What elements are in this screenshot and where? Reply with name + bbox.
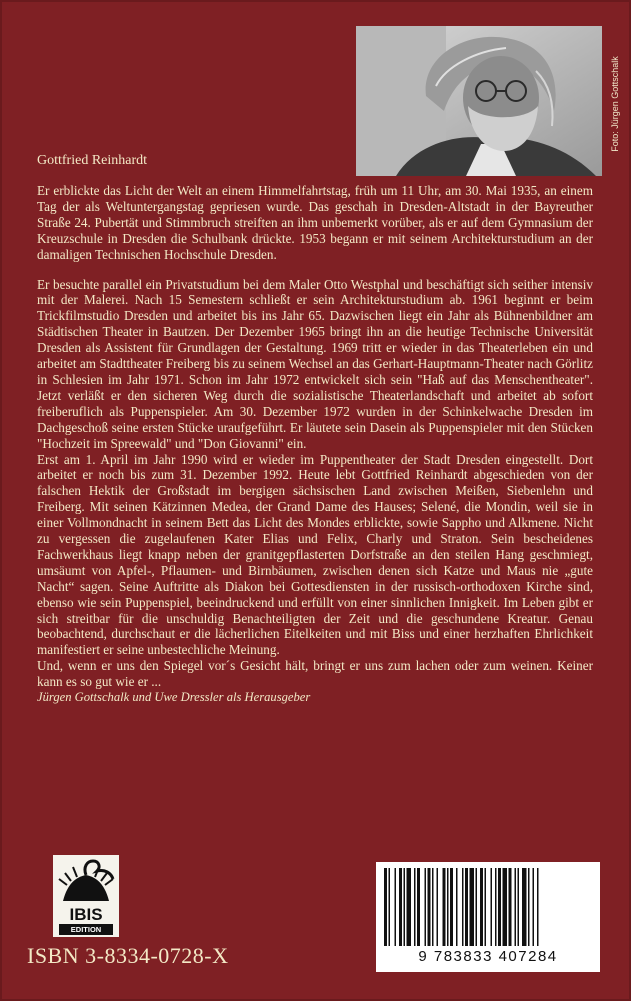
barcode-bar xyxy=(432,868,434,946)
bio-paragraph: Er erblickte das Licht der Welt an einem Himmelfahrtstag, früh um 11 Uhr, am 30. Mai 1935, an einem Tag der als Weltuntergangstag gepriesen wurde. Das geschah in Dresden-Altstadt in der Bayreuther Straße 24. Pubertät und Stimmbruch streiften an ihm unbemerkt vorüber, als er auf dem Gymnasium der Kreuzschule in Dresden die Schulbank drückte. 1953 begann er mit seinem Architekturstudium an der damaligen Technischen Hochschule Dresden. xyxy=(37,183,593,262)
biography-text xyxy=(37,183,593,706)
barcode-bar xyxy=(425,868,427,946)
photo-credit xyxy=(604,30,626,178)
publisher-edition: EDITION xyxy=(59,924,113,935)
barcode-bar xyxy=(450,868,453,946)
barcode-bar xyxy=(437,868,439,946)
barcode-bar xyxy=(399,868,402,946)
barcode-bar xyxy=(495,868,497,946)
photo-credit-text: Foto: Jürgen Gottschalk xyxy=(610,56,620,152)
barcode-bar xyxy=(498,868,501,946)
barcode xyxy=(376,862,600,972)
barcode-bar xyxy=(465,868,468,946)
barcode-bar xyxy=(491,868,493,946)
barcode-bar xyxy=(533,868,535,946)
isbn-number: ISBN 3-8334-0728-X xyxy=(27,943,229,968)
barcode-bar xyxy=(476,868,478,946)
barcode-bar xyxy=(417,868,420,946)
bio-paragraph: Er besuchte parallel ein Privatstudium bei dem Maler Otto Westphal und beschäftigt sich seither intensiv mit der Malerei. Nach 15 Semestern schließt er sein Architekturstudium ab. 1961 beginnt er beim Trickfilmstudio Dresden und arbeitet bis ins Jahr 65. Dazwischen liegt ein Jahr als Bühnenbildner am Städtischen Theater in Bautzen. Der Dezember 1965 bringt ihn an die heutige Technische Universität Dresden als Assistent für Grundlagen der Gestaltung. 1969 tritt er wieder in das Theaterleben ein und arbeitet am Stadttheater Freiberg bis zu seinem Wechsel an das Gerhart-Hauptmann-Theater nach Görlitz in Schlesien im Jahr 1971. Schon im Jahr 1972 entwickelt sich sein "Haß auf das Menschentheater". Jetzt verläßt er den sicheren Weg durch die sozialistische Theaterlandschaft und arbeitet ab sofort freiberuflich als Puppenspieler. Am 30. Dezember 1972 wurden in der Schinkelwache Dresden im Dachgeschoß seine ersten Stücke uraufgeführt. Er läutete sein Dasein als Puppenspieler mit den Stücken "Hochzeit im Spreewald" und "Don Giovanni" ein. xyxy=(37,276,593,451)
ibis-bird-icon xyxy=(53,855,119,907)
barcode-bar xyxy=(414,868,416,946)
barcode-bar xyxy=(456,868,458,946)
barcode-bar xyxy=(509,868,512,946)
barcode-bar xyxy=(518,868,520,946)
barcode-bar xyxy=(522,868,527,946)
barcode-bar xyxy=(443,868,446,946)
barcode-bar xyxy=(404,868,406,946)
editor-credit: Jürgen Gottschalk und Uwe Dressler als Herausgeber xyxy=(37,690,311,705)
author-photo xyxy=(356,26,602,176)
author-name: Gottfried Reinhardt xyxy=(37,153,148,168)
barcode-bar xyxy=(395,868,397,946)
barcode-bar xyxy=(447,868,449,946)
barcode-bar xyxy=(485,868,487,946)
barcode-bar xyxy=(528,868,530,946)
barcode-bar xyxy=(384,868,387,946)
barcode-bars xyxy=(382,868,594,946)
barcode-bar xyxy=(480,868,483,946)
barcode-bar xyxy=(503,868,508,946)
publisher-logo xyxy=(53,855,119,937)
barcode-bar xyxy=(462,868,464,946)
bio-paragraph: Und, wenn er uns den Spiegel vor´s Gesicht hält, bringt er uns zum lachen oder zum weinen. Keiner kann es so gut wie er ... xyxy=(37,658,593,690)
barcode-bar xyxy=(470,868,475,946)
barcode-bar xyxy=(389,868,391,946)
barcode-bar xyxy=(428,868,431,946)
barcode-bar xyxy=(537,868,539,946)
barcode-bar xyxy=(515,868,517,946)
barcode-bar xyxy=(407,868,412,946)
bio-paragraph: Erst am 1. April im Jahr 1990 wird er wieder im Puppentheater der Stadt Dresden eingestellt. Dort arbeitet er noch bis zum 31. Dezember 1992. Heute lebt Gottfried Reinhardt abgeschieden von der falschen Hektik der Großstadt im bergigen sächsischen Land zwischen Meißen, Siebenlehn und Freiberg. Mit seinen Kätzinnen Medea, der Grand Dame des Hauses; Selené, die Mondin, weil sie in einer Vollmondnacht in seinem Bett das Licht des Mondes erblickte, sowie Sappho und Alkmene. Nicht zu vergessen die zugelaufenen Kater Elias und Felix, Charly und Straton. Sein bescheidenes Fachwerkhaus liegt knapp neben der granitgepflasterten Dorfstraße an den steilen Hang geschmiegt, umsäumt von Apfel-, Pflaumen- und Birnbäumen, zwischen denen sich Katze und Maus nie „gute Nacht“ sagen. Seine Auftritte als Diakon bei Gottesdiensten in der russisch-orthodoxen Kirche sind, ebenso wie sein Puppenspiel, beeindruckend und erfüllt von einer sinnlichen Innigkeit. Im Leben gibt er sich streitbar für die unschuldig Benachteiligten der Zeit und die geschundene Kreatur. Genau beobachtend, durchschaut er die lächerlichen Eitelkeiten und mit Biss und einer herzhaften Ehrlichkeit manifestiert er seine unbestechliche Meinung. xyxy=(37,451,593,658)
barcode-number: 9 783833 407284 xyxy=(418,948,558,965)
publisher-name: IBIS xyxy=(69,905,103,924)
author-portrait-image xyxy=(356,26,602,176)
